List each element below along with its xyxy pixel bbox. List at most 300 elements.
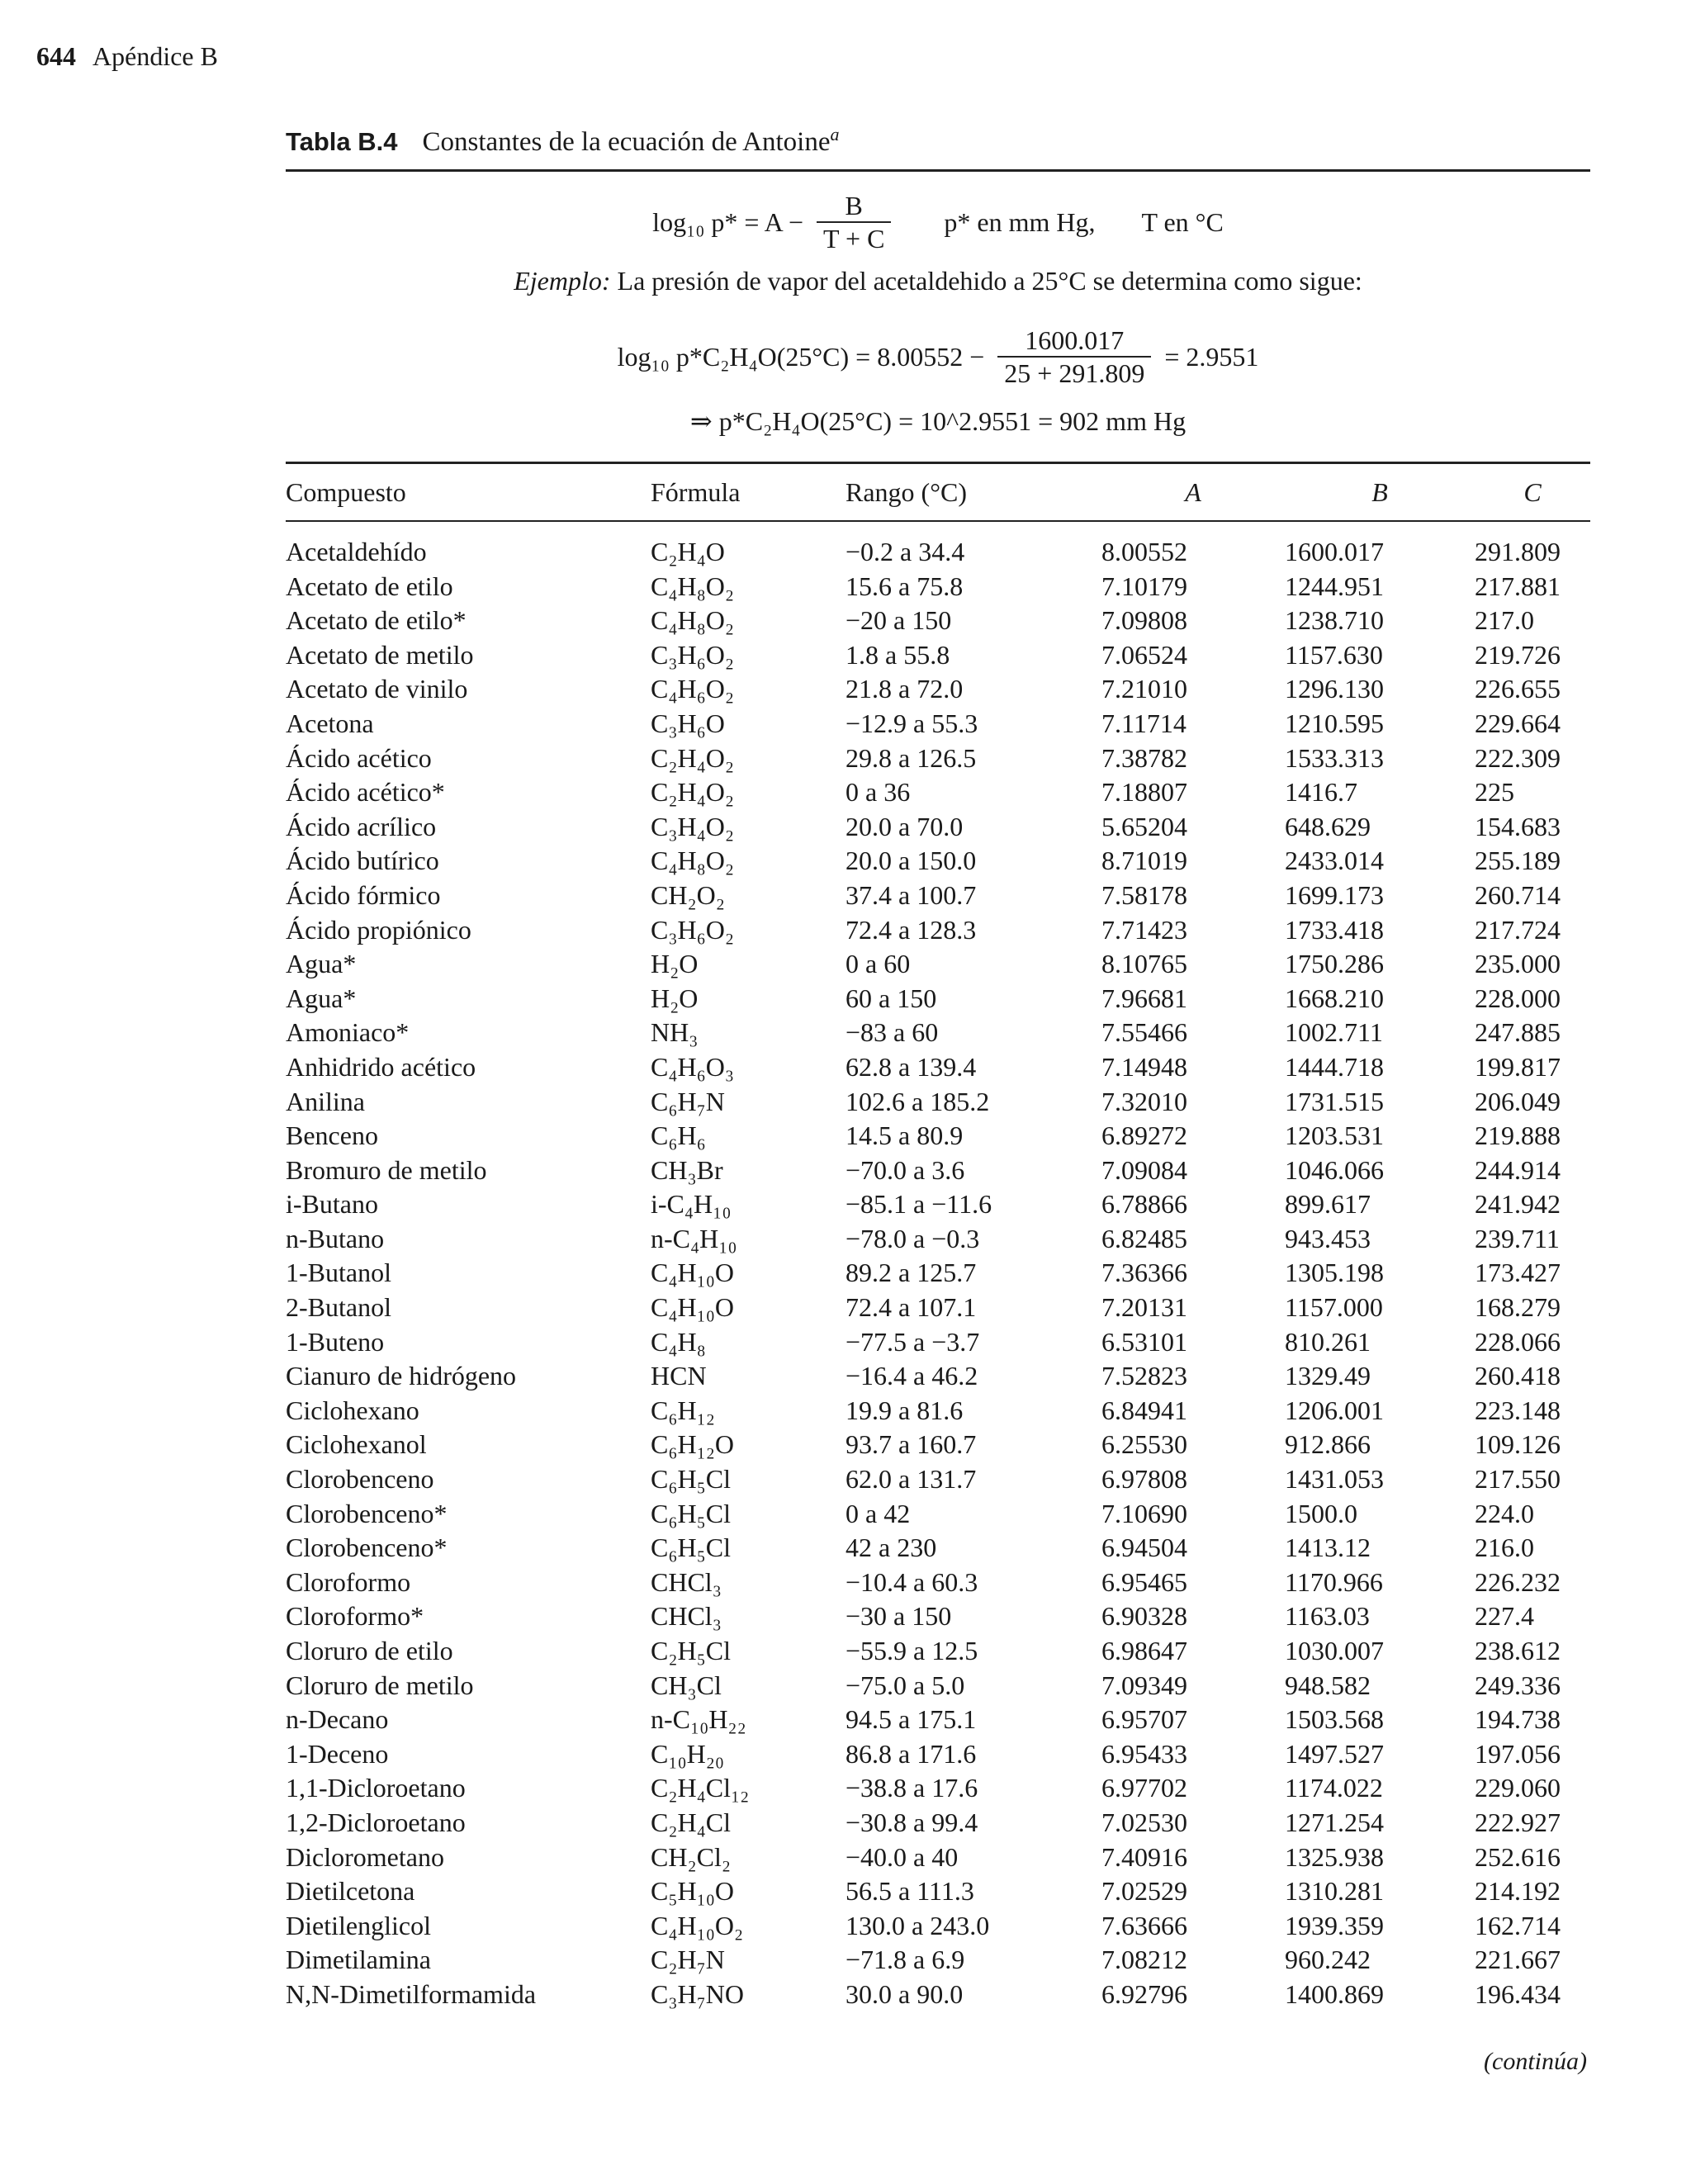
cell-b: 1046.066 xyxy=(1285,1154,1384,1185)
cell-compound: Acetato de metilo xyxy=(286,639,474,670)
antoine-table xyxy=(286,462,1590,2012)
equation-units: p* en mm Hg, xyxy=(944,206,1096,237)
cell-a: 7.52823 xyxy=(1101,1361,1187,1391)
cell-c: 217.550 xyxy=(1475,1464,1561,1495)
cell-a: 7.10690 xyxy=(1101,1498,1187,1528)
header-rango: Rango (°C) xyxy=(846,463,1101,522)
cell-range: 86.8 a 171.6 xyxy=(846,1738,977,1769)
example-numerator: 1600.017 xyxy=(997,325,1151,358)
cell-compound: Anhidrido acético xyxy=(286,1051,476,1082)
cell-a: 6.92796 xyxy=(1101,1978,1187,2009)
table-row xyxy=(286,1119,1590,1154)
cell-formula: C₆H₁₂O xyxy=(651,1429,735,1460)
cell-a: 5.65204 xyxy=(1101,811,1187,841)
cell-formula: CHCl₃ xyxy=(651,1566,722,1597)
cell-formula: C₆H₆ xyxy=(651,1120,706,1151)
table-row xyxy=(286,775,1590,810)
cell-compound: i-Butano xyxy=(286,1189,378,1220)
cell-compound: 1-Deceno xyxy=(286,1738,389,1769)
cell-b: 1325.938 xyxy=(1285,1841,1384,1872)
cell-b: 1157.630 xyxy=(1285,639,1383,670)
table-row xyxy=(286,638,1590,673)
table-caption xyxy=(286,124,1590,172)
cell-range: −12.9 a 55.3 xyxy=(846,708,978,738)
cell-range: 89.2 a 125.7 xyxy=(846,1258,977,1288)
cell-a: 7.58178 xyxy=(1101,879,1187,910)
cell-range: 29.8 a 126.5 xyxy=(846,742,977,773)
table-row xyxy=(286,879,1590,913)
table-row xyxy=(286,1016,1590,1050)
table-row xyxy=(286,1634,1590,1669)
cell-a: 7.20131 xyxy=(1101,1292,1187,1323)
cell-compound: Amoniaco* xyxy=(286,1017,410,1048)
equation-lhs: log₁₀ p* = A − xyxy=(652,206,804,237)
cell-range: −55.9 a 12.5 xyxy=(846,1636,978,1665)
table-row xyxy=(286,672,1590,707)
cell-formula: C₅H₁₀O xyxy=(651,1876,735,1907)
cell-range: −20 a 150 xyxy=(846,605,952,636)
table-row xyxy=(286,1841,1590,1875)
table-row xyxy=(286,1187,1590,1222)
cell-compound: Dietilenglicol xyxy=(286,1910,431,1940)
cell-range: 37.4 a 100.7 xyxy=(846,879,977,910)
cell-a: 6.84941 xyxy=(1101,1395,1187,1425)
example-equation-2: ⇒ p*C₂H₄O(25°C) = 10^2.9551 = 902 mm Hg xyxy=(689,406,1187,436)
cell-b: 960.242 xyxy=(1285,1945,1371,1975)
cell-compound: Ciclohexanol xyxy=(286,1429,427,1460)
cell-a: 7.10179 xyxy=(1101,571,1187,601)
cell-formula: C₆H₅Cl xyxy=(651,1464,731,1495)
cell-a: 6.53101 xyxy=(1101,1326,1187,1357)
cell-a: 7.09084 xyxy=(1101,1154,1187,1185)
cell-compound: 1-Buteno xyxy=(286,1326,385,1357)
cell-range: 0 a 42 xyxy=(846,1498,911,1528)
table-row xyxy=(286,1428,1590,1462)
cell-compound: n-Butano xyxy=(286,1223,385,1253)
cell-a: 7.06524 xyxy=(1101,639,1187,670)
cell-a: 8.00552 xyxy=(1101,537,1187,566)
example-text xyxy=(286,266,1590,296)
cell-c: 228.066 xyxy=(1475,1326,1561,1357)
table-label: Tabla B.4 xyxy=(286,127,398,156)
cell-b: 1157.000 xyxy=(1285,1292,1383,1323)
cell-range: −30 a 150 xyxy=(846,1601,952,1632)
cell-compound: Cianuro de hidrógeno xyxy=(286,1361,517,1391)
cell-range: 42 a 230 xyxy=(846,1533,937,1563)
table-row xyxy=(286,1978,1590,2012)
cell-b: 899.617 xyxy=(1285,1189,1371,1220)
cell-c: 222.309 xyxy=(1475,742,1561,773)
cell-c: 291.809 xyxy=(1475,537,1561,566)
continued-note: (continúa) xyxy=(1484,2048,1587,2075)
table-row xyxy=(286,913,1590,948)
cell-formula: CH₃Cl xyxy=(651,1670,722,1700)
table-body xyxy=(286,521,1590,2012)
table-row xyxy=(286,1806,1590,1841)
cell-range: −30.8 a 99.4 xyxy=(846,1807,978,1837)
cell-b: 1939.359 xyxy=(1285,1910,1384,1940)
cell-c: 260.714 xyxy=(1475,879,1561,910)
table-row xyxy=(286,1909,1590,1944)
cell-b: 1305.198 xyxy=(1285,1258,1384,1288)
cell-range: −75.0 a 5.0 xyxy=(846,1670,965,1700)
cell-range: −38.8 a 17.6 xyxy=(846,1773,978,1803)
cell-a: 7.14948 xyxy=(1101,1051,1187,1082)
cell-formula: C₃H₆O₂ xyxy=(651,639,735,670)
cell-formula: C₆H₇N xyxy=(651,1086,725,1116)
table-row xyxy=(286,1359,1590,1394)
cell-b: 1002.711 xyxy=(1285,1017,1383,1048)
cell-c: 229.060 xyxy=(1475,1773,1561,1803)
cell-b: 1310.281 xyxy=(1285,1876,1384,1907)
cell-a: 7.02529 xyxy=(1101,1876,1187,1907)
cell-c: 221.667 xyxy=(1475,1945,1561,1975)
cell-c: 199.817 xyxy=(1475,1051,1561,1082)
cell-compound: Ácido acético xyxy=(286,742,432,773)
cell-c: 229.664 xyxy=(1475,708,1561,738)
cell-formula: C₁₀H₂₀ xyxy=(651,1738,725,1769)
cell-compound: Ácido butírico xyxy=(286,846,439,876)
cell-b: 1444.718 xyxy=(1285,1051,1384,1082)
cell-b: 1329.49 xyxy=(1285,1361,1371,1391)
cell-range: 102.6 a 185.2 xyxy=(846,1086,990,1116)
section-name: Apéndice B xyxy=(92,41,218,71)
cell-c: 219.726 xyxy=(1475,639,1561,670)
cell-compound: Agua* xyxy=(286,949,357,979)
cell-formula: C₄H₈O₂ xyxy=(651,846,735,876)
cell-formula: CH₃Br xyxy=(651,1154,723,1185)
cell-b: 1431.053 xyxy=(1285,1464,1384,1495)
cell-formula: CH₂O₂ xyxy=(651,879,725,910)
cell-b: 1271.254 xyxy=(1285,1807,1384,1837)
cell-a: 7.71423 xyxy=(1101,914,1187,945)
table-row xyxy=(286,1325,1590,1360)
cell-compound: Clorobenceno* xyxy=(286,1533,448,1563)
antoine-equation xyxy=(286,190,1590,256)
cell-b: 1170.966 xyxy=(1285,1566,1383,1597)
cell-formula: C₆H₁₂ xyxy=(651,1395,715,1425)
cell-c: 241.942 xyxy=(1475,1189,1561,1220)
cell-c: 235.000 xyxy=(1475,949,1561,979)
cell-compound: Acetato de etilo* xyxy=(286,605,467,636)
cell-c: 173.427 xyxy=(1475,1258,1561,1288)
table-row xyxy=(286,1462,1590,1497)
cell-b: 1668.210 xyxy=(1285,983,1384,1013)
cell-a: 7.63666 xyxy=(1101,1910,1187,1940)
table-row xyxy=(286,1669,1590,1703)
cell-c: 219.888 xyxy=(1475,1120,1561,1151)
cell-compound: Acetona xyxy=(286,708,374,738)
cell-a: 7.32010 xyxy=(1101,1086,1187,1116)
cell-c: 249.336 xyxy=(1475,1670,1561,1700)
cell-compound: Cloruro de etilo xyxy=(286,1636,453,1665)
cell-compound: 1,1-Dicloroetano xyxy=(286,1773,466,1803)
cell-formula: C₂H₄O₂ xyxy=(651,777,735,808)
example-eq1-rhs: = 2.9551 xyxy=(1164,341,1259,372)
cell-c: 227.4 xyxy=(1475,1601,1534,1632)
cell-range: −0.2 a 34.4 xyxy=(846,537,965,566)
cell-a: 7.02530 xyxy=(1101,1807,1187,1837)
table-row xyxy=(286,947,1590,982)
cell-c: 168.279 xyxy=(1475,1292,1561,1323)
cell-a: 8.71019 xyxy=(1101,846,1187,876)
cell-a: 7.36366 xyxy=(1101,1258,1187,1288)
header-b: B xyxy=(1285,463,1475,522)
cell-formula: C₄H₈ xyxy=(651,1326,706,1357)
table-row xyxy=(286,521,1590,570)
table-row xyxy=(286,1256,1590,1291)
cell-range: −77.5 a −3.7 xyxy=(846,1326,980,1357)
cell-range: 72.4 a 107.1 xyxy=(846,1292,977,1323)
cell-range: 0 a 60 xyxy=(846,949,911,979)
cell-compound: Acetato de vinilo xyxy=(286,674,468,704)
cell-a: 7.09808 xyxy=(1101,605,1187,636)
cell-b: 1503.568 xyxy=(1285,1704,1384,1735)
cell-b: 2433.014 xyxy=(1285,846,1384,876)
cell-a: 7.55466 xyxy=(1101,1017,1187,1048)
cell-c: 225 xyxy=(1475,777,1514,808)
cell-range: 14.5 a 80.9 xyxy=(846,1120,964,1151)
cell-range: 72.4 a 128.3 xyxy=(846,914,977,945)
cell-c: 222.927 xyxy=(1475,1807,1561,1837)
cell-a: 8.10765 xyxy=(1101,949,1187,979)
table-row xyxy=(286,570,1590,604)
cell-c: 162.714 xyxy=(1475,1910,1561,1940)
cell-b: 1699.173 xyxy=(1285,879,1384,910)
cell-compound: Acetaldehído xyxy=(286,537,427,566)
cell-b: 648.629 xyxy=(1285,811,1371,841)
cell-formula: C₆H₅Cl xyxy=(651,1533,731,1563)
cell-c: 255.189 xyxy=(1475,846,1561,876)
cell-a: 7.40916 xyxy=(1101,1841,1187,1872)
cell-range: 0 a 36 xyxy=(846,777,911,808)
cell-c: 217.0 xyxy=(1475,605,1534,636)
cell-range: 60 a 150 xyxy=(846,983,937,1013)
cell-compound: 2-Butanol xyxy=(286,1292,391,1323)
cell-c: 228.000 xyxy=(1475,983,1561,1013)
cell-formula: C₂H₄Cl₁₂ xyxy=(651,1773,750,1803)
cell-range: 93.7 a 160.7 xyxy=(846,1429,977,1460)
cell-a: 6.95707 xyxy=(1101,1704,1187,1735)
cell-compound: Cloroformo xyxy=(286,1566,411,1597)
cell-compound: Anilina xyxy=(286,1086,365,1116)
cell-formula: C₄H₁₀O₂ xyxy=(651,1910,744,1940)
cell-c: 109.126 xyxy=(1475,1429,1561,1460)
cell-b: 1731.515 xyxy=(1285,1086,1384,1116)
cell-a: 7.18807 xyxy=(1101,777,1187,808)
cell-compound: Ácido acético* xyxy=(286,777,445,808)
cell-formula: C₄H₈O₂ xyxy=(651,571,735,601)
cell-range: −16.4 a 46.2 xyxy=(846,1361,978,1391)
header-formula: Fórmula xyxy=(651,463,846,522)
cell-c: 154.683 xyxy=(1475,811,1561,841)
cell-b: 1244.951 xyxy=(1285,571,1384,601)
cell-a: 6.98647 xyxy=(1101,1636,1187,1665)
cell-formula: C₄H₆O₃ xyxy=(651,1051,735,1082)
cell-b: 1296.130 xyxy=(1285,674,1384,704)
table-row xyxy=(286,1050,1590,1085)
cell-formula: C₃H₄O₂ xyxy=(651,811,735,841)
equation-denominator: T + C xyxy=(823,224,885,253)
example-equation-1 xyxy=(286,325,1590,391)
cell-compound: Diclorometano xyxy=(286,1841,444,1872)
cell-b: 1750.286 xyxy=(1285,949,1384,979)
cell-a: 7.08212 xyxy=(1101,1945,1187,1975)
footnote-marker: a xyxy=(830,124,840,144)
table-row xyxy=(286,1085,1590,1120)
cell-formula: C₂H₄O₂ xyxy=(651,742,735,773)
table-row xyxy=(286,741,1590,776)
cell-a: 6.97702 xyxy=(1101,1773,1187,1803)
cell-c: 239.711 xyxy=(1475,1223,1560,1253)
cell-formula: C₄H₁₀O xyxy=(651,1292,735,1323)
cell-c: 196.434 xyxy=(1475,1978,1561,2009)
cell-b: 1238.710 xyxy=(1285,605,1384,636)
example-eq1-lhs: log₁₀ p*C₂H₄O(25°C) = 8.00552 − xyxy=(617,341,985,372)
table-row xyxy=(286,1497,1590,1532)
cell-b: 912.866 xyxy=(1285,1429,1371,1460)
table-title: Constantes de la ecuación de Antoine xyxy=(422,127,831,157)
cell-a: 7.96681 xyxy=(1101,983,1187,1013)
cell-formula: C₂H₅Cl xyxy=(651,1636,731,1665)
cell-b: 1030.007 xyxy=(1285,1636,1384,1665)
cell-c: 194.738 xyxy=(1475,1704,1561,1735)
cell-c: 226.232 xyxy=(1475,1566,1561,1597)
cell-range: 62.8 a 139.4 xyxy=(846,1051,977,1082)
cell-c: 206.049 xyxy=(1475,1086,1561,1116)
cell-formula: n-C₄H₁₀ xyxy=(651,1223,737,1253)
cell-a: 6.25530 xyxy=(1101,1429,1187,1460)
example-denominator: 25 + 291.809 xyxy=(1004,358,1145,388)
table-row xyxy=(286,982,1590,1016)
cell-formula: H₂O xyxy=(651,983,699,1013)
cell-range: 30.0 a 90.0 xyxy=(846,1978,964,2009)
cell-a: 7.38782 xyxy=(1101,742,1187,773)
cell-compound: Clorobenceno* xyxy=(286,1498,448,1528)
cell-b: 810.261 xyxy=(1285,1326,1371,1357)
cell-range: 56.5 a 111.3 xyxy=(846,1876,974,1907)
table-row xyxy=(286,1703,1590,1737)
cell-a: 7.11714 xyxy=(1101,708,1187,738)
cell-formula: C₄H₆O₂ xyxy=(651,674,735,704)
table-row xyxy=(286,604,1590,638)
page-header xyxy=(36,41,218,72)
cell-formula: CHCl₃ xyxy=(651,1601,722,1632)
cell-range: 21.8 a 72.0 xyxy=(846,674,964,704)
cell-compound: Cloroformo* xyxy=(286,1601,424,1632)
cell-compound: Bromuro de metilo xyxy=(286,1154,487,1185)
cell-a: 7.09349 xyxy=(1101,1670,1187,1700)
cell-compound: Cloruro de metilo xyxy=(286,1670,474,1700)
equation-fraction xyxy=(817,190,891,254)
table-row xyxy=(286,1874,1590,1909)
cell-range: 20.0 a 150.0 xyxy=(846,846,977,876)
cell-c: 247.885 xyxy=(1475,1017,1561,1048)
cell-c: 224.0 xyxy=(1475,1498,1534,1528)
cell-formula: C₄H₈O₂ xyxy=(651,605,735,636)
cell-a: 6.97808 xyxy=(1101,1464,1187,1495)
cell-range: 130.0 a 243.0 xyxy=(846,1910,990,1940)
cell-formula: CH₂Cl₂ xyxy=(651,1841,731,1872)
example-fraction xyxy=(997,325,1151,389)
cell-compound: n-Decano xyxy=(286,1704,389,1735)
header-compuesto: Compuesto xyxy=(286,463,651,522)
cell-compound: Dimetilamina xyxy=(286,1945,431,1975)
cell-range: 19.9 a 81.6 xyxy=(846,1395,964,1425)
cell-b: 1600.017 xyxy=(1285,537,1384,566)
cell-formula: C₄H₁₀O xyxy=(651,1258,735,1288)
cell-formula: HCN xyxy=(651,1361,707,1391)
example-label: Ejemplo: xyxy=(514,266,611,296)
cell-formula: n-C₁₀H₂₂ xyxy=(651,1704,746,1735)
cell-b: 1203.531 xyxy=(1285,1120,1384,1151)
table-row xyxy=(286,844,1590,879)
cell-range: −85.1 a −11.6 xyxy=(846,1189,992,1220)
cell-compound: Acetato de etilo xyxy=(286,571,453,601)
cell-formula: C₃H₇NO xyxy=(651,1978,744,2009)
cell-formula: H₂O xyxy=(651,949,699,979)
cell-formula: C₆H₅Cl xyxy=(651,1498,731,1528)
cell-b: 1210.595 xyxy=(1285,708,1384,738)
cell-formula: C₃H₆O xyxy=(651,708,725,738)
cell-c: 252.616 xyxy=(1475,1841,1561,1872)
cell-compound: 1,2-Dicloroetano xyxy=(286,1807,466,1837)
cell-b: 1733.418 xyxy=(1285,914,1384,945)
cell-b: 1413.12 xyxy=(1285,1533,1371,1563)
cell-c: 238.612 xyxy=(1475,1636,1561,1665)
cell-a: 6.82485 xyxy=(1101,1223,1187,1253)
cell-compound: Ácido propiónico xyxy=(286,914,471,945)
cell-b: 1497.527 xyxy=(1285,1738,1384,1769)
table-header-row xyxy=(286,463,1590,522)
cell-c: 226.655 xyxy=(1475,674,1561,704)
table-row xyxy=(286,1566,1590,1600)
cell-range: −71.8 a 6.9 xyxy=(846,1945,965,1975)
cell-c: 223.148 xyxy=(1475,1395,1561,1425)
cell-b: 948.582 xyxy=(1285,1670,1371,1700)
cell-compound: N,N-Dimetilformamida xyxy=(286,1978,537,2009)
table-row xyxy=(286,1771,1590,1806)
table-row xyxy=(286,1599,1590,1634)
cell-formula: NH₃ xyxy=(651,1017,699,1048)
cell-compound: Dietilcetona xyxy=(286,1876,415,1907)
cell-a: 6.89272 xyxy=(1101,1120,1187,1151)
cell-c: 217.881 xyxy=(1475,571,1561,601)
cell-c: 244.914 xyxy=(1475,1154,1561,1185)
cell-a: 6.90328 xyxy=(1101,1601,1187,1632)
cell-range: 1.8 a 55.8 xyxy=(846,639,950,670)
table-row xyxy=(286,1291,1590,1325)
table-row xyxy=(286,1531,1590,1566)
cell-a: 6.78866 xyxy=(1101,1189,1187,1220)
cell-range: −70.0 a 3.6 xyxy=(846,1154,965,1185)
cell-b: 1400.869 xyxy=(1285,1978,1384,2009)
cell-a: 7.21010 xyxy=(1101,674,1187,704)
cell-range: 94.5 a 175.1 xyxy=(846,1704,977,1735)
equation-units-temp: T en °C xyxy=(1141,206,1224,237)
cell-compound: Clorobenceno xyxy=(286,1464,434,1495)
cell-b: 1174.022 xyxy=(1285,1773,1383,1803)
table-row xyxy=(286,1222,1590,1257)
table-row xyxy=(286,707,1590,741)
cell-formula: C₂H₄O xyxy=(651,537,725,566)
cell-c: 216.0 xyxy=(1475,1533,1534,1563)
cell-a: 6.94504 xyxy=(1101,1533,1187,1563)
cell-range: −40.0 a 40 xyxy=(846,1841,959,1872)
cell-compound: Ciclohexano xyxy=(286,1395,419,1425)
cell-a: 6.95433 xyxy=(1101,1738,1187,1769)
cell-b: 943.453 xyxy=(1285,1223,1371,1253)
